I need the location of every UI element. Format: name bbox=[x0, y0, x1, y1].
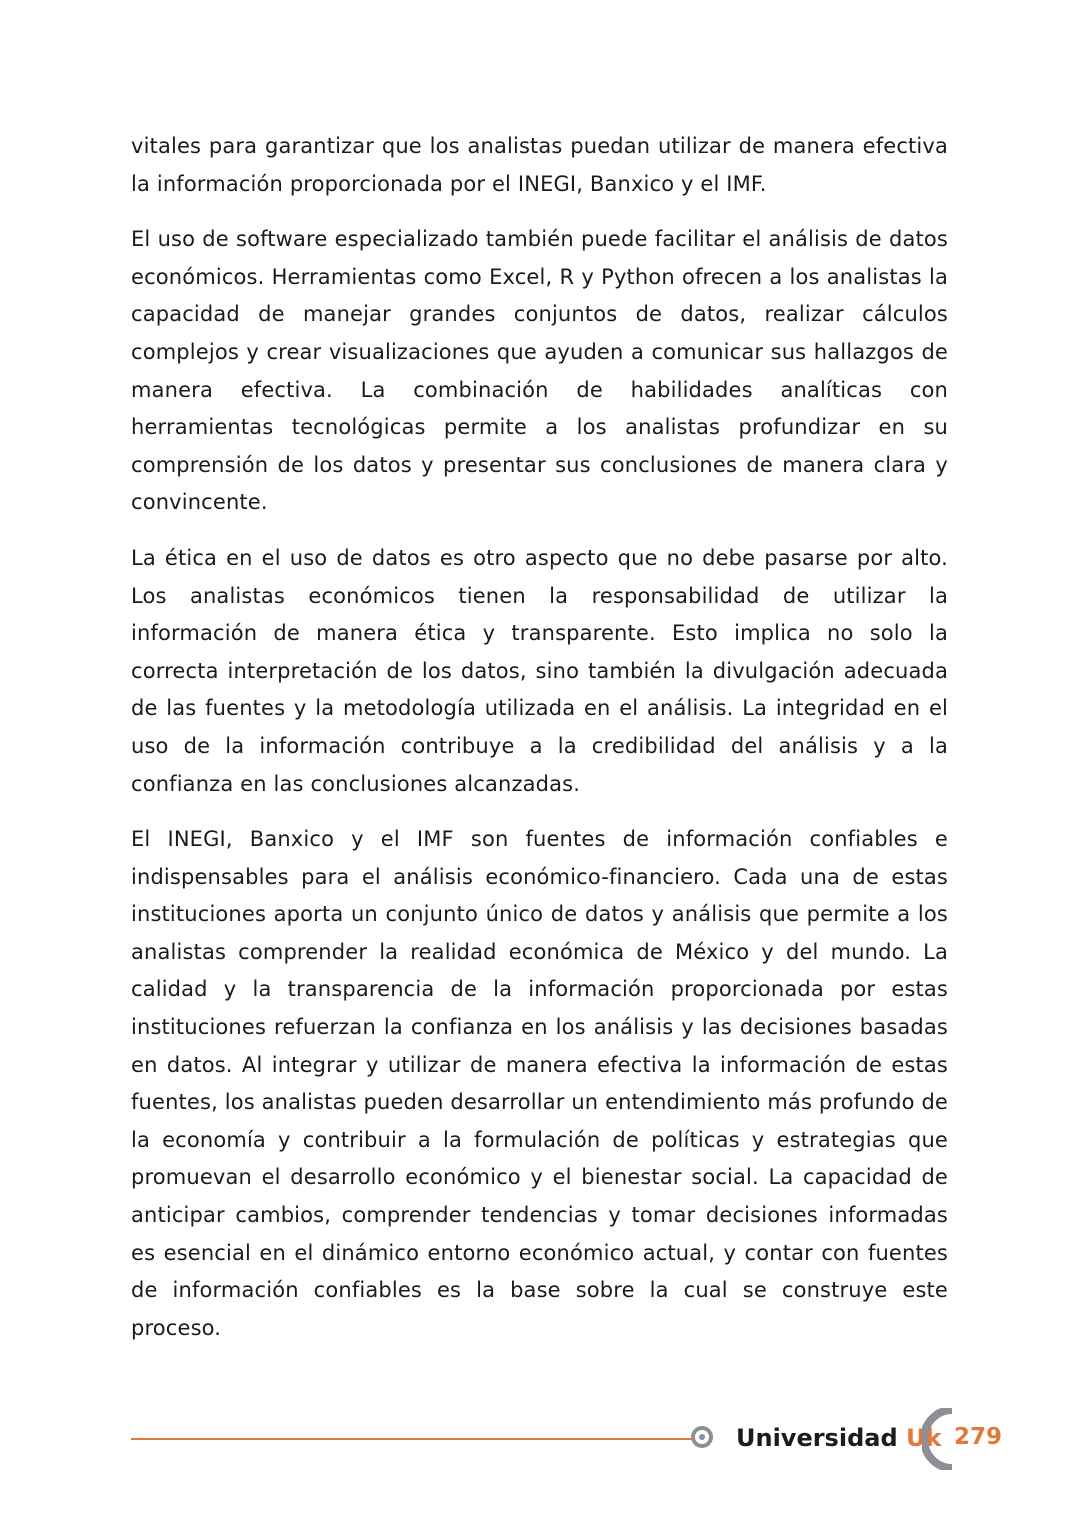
page-number: 279 bbox=[954, 1424, 1003, 1450]
paragraph: vitales para garantizar que los analistas puedan utilizar de manera efectiva la información proporcionada por el INEGI, Banxico y el IMF. bbox=[131, 134, 948, 196]
body-text bbox=[131, 128, 948, 1365]
brand-accent: Uk bbox=[905, 1424, 942, 1452]
paragraph: El INEGI, Banxico y el IMF son fuentes de información confiables e indispensables para el análisis económico-financiero. Cada una de estas instituciones aporta un conjunto único de datos y análisis que permite a los analistas comprender la realidad económica de México y del mundo. La calidad y la transparencia de la información proporcionada por estas instituciones refuerzan la confianza en los análisis y las decisiones basadas en datos. Al integrar y utilizar de manera efectiva la información de estas fuentes, los analistas pueden desarrollar un entendimiento más profundo de la economía y contribuir a la formulación de políticas y estrategias que promuevan el desarrollo económico y el bienestar social. La capacidad de anticipar cambios, comprender tendencias y tomar decisiones informadas es esencial en el dinámico entorno económico actual, y contar con fuentes de información confiables es la base sobre la cual se construye este proceso. bbox=[131, 827, 948, 1340]
footer-rule bbox=[131, 1438, 693, 1440]
target-circle-icon bbox=[691, 1426, 713, 1448]
paragraph: El uso de software especializado también puede facilitar el análisis de datos económicos. Herramientas como Excel, R y Python ofrecen a los analistas la capacidad de manejar grandes conjuntos de datos, realizar cálculos complejos y crear visualizaciones que ayuden a comunicar sus hallazgos de manera efectiva. La combinación de habilidades analíticas con herramientas tecnológicas permite a los analistas profundizar en su comprensión de los datos y presentar sus conclusiones de manera clara y convincente. bbox=[131, 227, 948, 515]
brand-name: Universidad bbox=[736, 1424, 898, 1452]
paragraph: La ética en el uso de datos es otro aspecto que no debe pasarse por alto. Los analistas económicos tienen la responsabilidad de utilizar la información de manera ética y transparente. Esto implica no solo la correcta interpretación de los datos, sino también la divulgación adecuada de las fuentes y la metodología utilizada en el análisis. La integridad en el uso de la información contribuye a la credibilidad del análisis y a la confianza en las conclusiones alcanzadas. bbox=[131, 545, 948, 796]
page-footer bbox=[0, 1400, 1080, 1480]
page-arc-icon bbox=[922, 1408, 956, 1470]
brand-logo bbox=[736, 1420, 941, 1456]
